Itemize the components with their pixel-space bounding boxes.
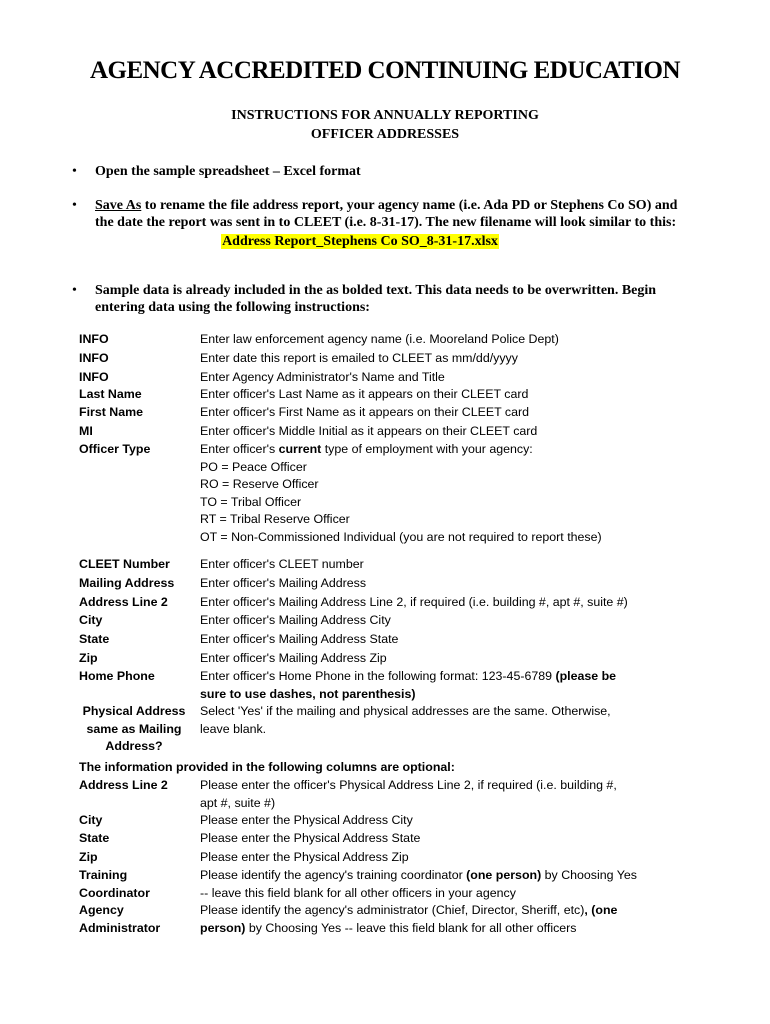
officer-type-option: TO = Tribal Officer xyxy=(200,494,302,509)
field-description: Enter officer's Mailing Address Line 2, if required (i.e. building #, apt #, suite #) xyxy=(200,595,628,609)
home-phone-note: (please be xyxy=(555,669,617,683)
page-title: AGENCY ACCREDITED CONTINUING EDUCATION xyxy=(89,57,681,84)
admin-desc-pre: Please identify the agency's administrator (Chief, Director, Sheriff, etc) xyxy=(200,903,585,917)
bullet-icon: • xyxy=(72,283,77,298)
subtitle-line-1: INSTRUCTIONS FOR ANNUALLY REPORTING xyxy=(231,108,539,123)
field-label: Address Line 2 xyxy=(79,778,168,792)
field-description xyxy=(200,668,670,703)
field-label: State xyxy=(79,831,110,845)
field-description: Please enter the Physical Address Zip xyxy=(200,850,409,864)
field-label: INFO xyxy=(79,351,109,365)
physical-same-label-2: same as Mailing xyxy=(86,721,182,736)
field-label: City xyxy=(79,813,103,827)
field-description xyxy=(200,867,670,902)
admin-label-2: Administrator xyxy=(79,920,161,935)
bullet-icon: • xyxy=(72,198,77,213)
field-description: Enter officer's Middle Initial as it appears on their CLEET card xyxy=(200,424,538,438)
field-description xyxy=(200,703,670,738)
field-label: INFO xyxy=(79,370,109,384)
field-description: Please enter the Physical Address City xyxy=(200,813,413,827)
field-label: Last Name xyxy=(79,387,142,401)
officer-type-desc-bold: current xyxy=(278,442,322,456)
home-phone-desc: Enter officer's Home Phone in the following format: 123-45-6789 xyxy=(200,669,556,683)
officer-type-desc-post: type of employment with your agency: xyxy=(321,442,533,456)
field-label: Officer Type xyxy=(79,442,151,456)
admin-label-1: Agency xyxy=(79,903,124,917)
field-label xyxy=(79,703,189,756)
physical-same-label-1: Physical Address xyxy=(82,704,186,718)
physical-same-label-3: Address? xyxy=(105,739,163,754)
field-label: CLEET Number xyxy=(79,557,170,571)
officer-type-option: RT = Tribal Reserve Officer xyxy=(200,512,350,527)
field-description: Enter officer's Mailing Address xyxy=(200,576,367,590)
field-description: Enter officer's Mailing Address State xyxy=(200,632,399,646)
optional-heading: The information provided in the following columns are optional: xyxy=(79,760,455,774)
officer-type-option: PO = Peace Officer xyxy=(200,459,307,474)
field-label xyxy=(79,867,197,902)
save-as-text: Save As xyxy=(95,198,142,213)
admin-desc-bold-2: person) xyxy=(200,920,246,935)
field-description xyxy=(200,902,670,937)
training-desc-post: by Choosing Yes xyxy=(541,868,637,882)
field-label: Zip xyxy=(79,850,98,864)
optional-address-desc-2: apt #, suite #) xyxy=(200,795,276,810)
field-description: Enter officer's CLEET number xyxy=(200,557,364,571)
training-desc-pre: Please identify the agency's training coordinator xyxy=(200,868,467,882)
field-description: Enter officer's Mailing Address City xyxy=(200,613,391,627)
field-description: Please enter the Physical Address State xyxy=(200,831,421,845)
field-label xyxy=(79,902,197,937)
field-label: MI xyxy=(79,424,93,438)
subtitle-line-2: OFFICER ADDRESSES xyxy=(310,127,460,142)
field-label: City xyxy=(79,613,103,627)
field-description: Enter law enforcement agency name (i.e. Mooreland Police Dept) xyxy=(200,332,559,346)
save-as-instructions: to rename the file address report, your agency name (i.e. Ada PD or Stephens Co SO) and the date the report was sent in to CLEET (i.e. 8-31-17). The new filename will look similar to this: xyxy=(95,198,678,230)
example-filename: Address Report_Stephens Co SO_8-31-17.xlsx xyxy=(222,234,498,249)
field-label: Zip xyxy=(79,651,98,665)
training-label-2: Coordinator xyxy=(79,885,150,900)
training-label-1: Training xyxy=(79,868,128,882)
officer-type-option: RO = Reserve Officer xyxy=(200,477,319,492)
field-label: Address Line 2 xyxy=(79,595,168,609)
admin-desc-bold: , (one xyxy=(584,903,618,917)
field-description: Enter officer's Mailing Address Zip xyxy=(200,651,387,665)
officer-type-option: OT = Non-Commissioned Individual (you are not required to report these) xyxy=(200,529,602,544)
field-description xyxy=(200,441,670,547)
officer-type-desc-pre: Enter officer's xyxy=(200,442,279,456)
field-description: Enter date this report is emailed to CLEET as mm/dd/yyyy xyxy=(200,351,518,365)
field-description: Enter Agency Administrator's Name and Title xyxy=(200,370,445,384)
admin-desc-post: by Choosing Yes -- leave this field blank for all other officers xyxy=(245,920,577,935)
home-phone-note-cont: sure to use dashes, not parenthesis) xyxy=(200,686,416,701)
field-label: INFO xyxy=(79,332,109,346)
bullet-text xyxy=(95,197,695,250)
bullet-text: Sample data is already included in the as bolded text. This data needs to be overwritten. Begin entering data using the following instructions: xyxy=(95,283,657,315)
physical-same-desc-2: leave blank. xyxy=(200,721,267,736)
bullet-text: Open the sample spreadsheet – Excel format xyxy=(95,164,361,179)
field-description xyxy=(200,777,670,812)
page-subtitle xyxy=(0,106,770,144)
training-desc-bold: (one person) xyxy=(466,868,542,882)
optional-address-desc-1: Please enter the officer's Physical Address Line 2, if required (i.e. building #, xyxy=(200,778,617,792)
field-label: First Name xyxy=(79,405,144,419)
training-desc-2: -- leave this field blank for all other officers in your agency xyxy=(200,885,516,900)
field-label: State xyxy=(79,632,110,646)
field-description: Enter officer's First Name as it appears on their CLEET card xyxy=(200,405,530,419)
field-description: Enter officer's Last Name as it appears on their CLEET card xyxy=(200,387,529,401)
field-label: Home Phone xyxy=(79,669,155,683)
physical-same-desc-1: Select 'Yes' if the mailing and physical addresses are the same. Otherwise, xyxy=(200,704,611,718)
bullet-icon: • xyxy=(72,164,77,179)
field-label: Mailing Address xyxy=(79,576,175,590)
